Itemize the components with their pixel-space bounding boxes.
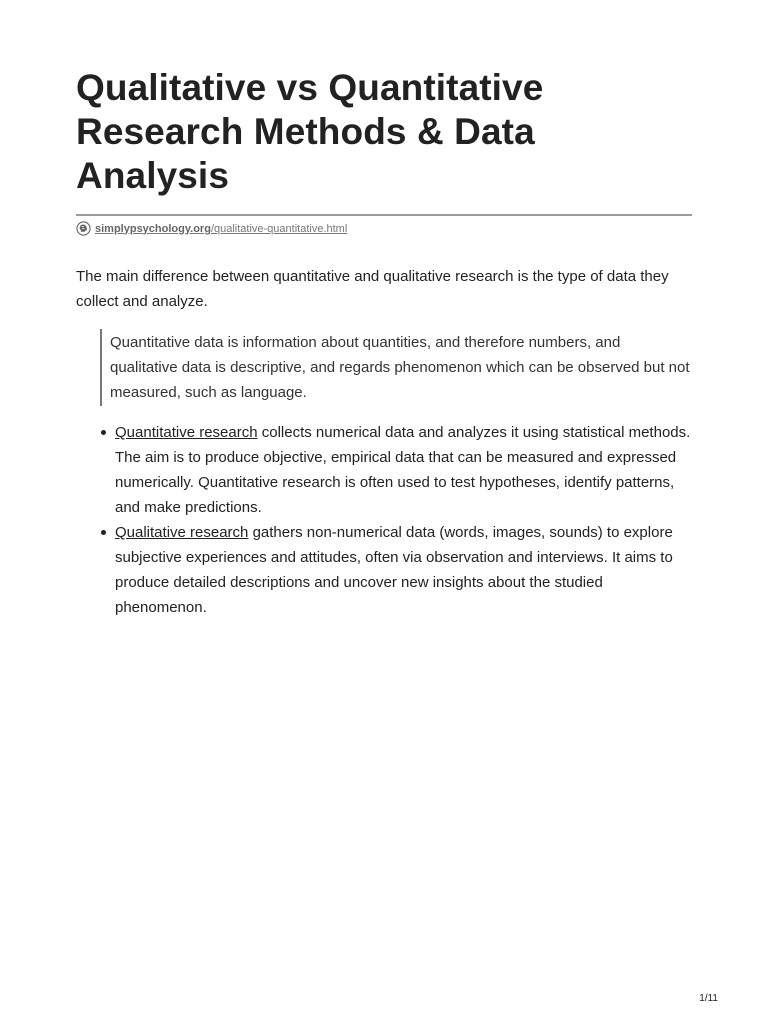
article [76, 66, 692, 620]
page-title: Qualitative vs Quantitative Research Methods & Data Analysis [76, 67, 544, 196]
list-item-text: gathers non-numerical data (words, images, sounds) to explore subjective experiences and attitudes, often via observation and interviews. It aims to produce detailed descriptions and uncover new insights about the studied phenomenon. [115, 524, 673, 616]
source-path: /qualitative-quantitative.html [210, 222, 348, 235]
bullet-icon [101, 530, 106, 535]
source-link[interactable] [95, 222, 347, 236]
list-item [115, 420, 692, 520]
bullet-icon [101, 430, 106, 435]
source-domain: simplypsychology.org [95, 222, 211, 235]
source-line [76, 221, 692, 236]
title-divider [76, 214, 692, 216]
bullet-list [76, 420, 692, 620]
brain-head-icon [76, 221, 91, 236]
intro-paragraph: The main difference between quantitative and qualitative research is the type of data they collect and analyze. [76, 268, 669, 310]
blockquote: Quantitative data is information about quantities, and therefore numbers, and qualitative data is descriptive, and regards phenomenon which can be observed but not measured, such as language. [100, 329, 692, 406]
list-item [115, 520, 692, 620]
list-item-text: collects numerical data and analyzes it using statistical methods. The aim is to produce objective, empirical data that can be measured and expressed numerically. Quantitative research is often used to test hypotheses, identify patterns, and make predictions. [115, 424, 691, 516]
page-number: 1/11 [699, 993, 718, 1004]
quantitative-research-link[interactable]: Quantitative research [115, 424, 258, 441]
qualitative-research-link[interactable]: Qualitative research [115, 524, 249, 541]
